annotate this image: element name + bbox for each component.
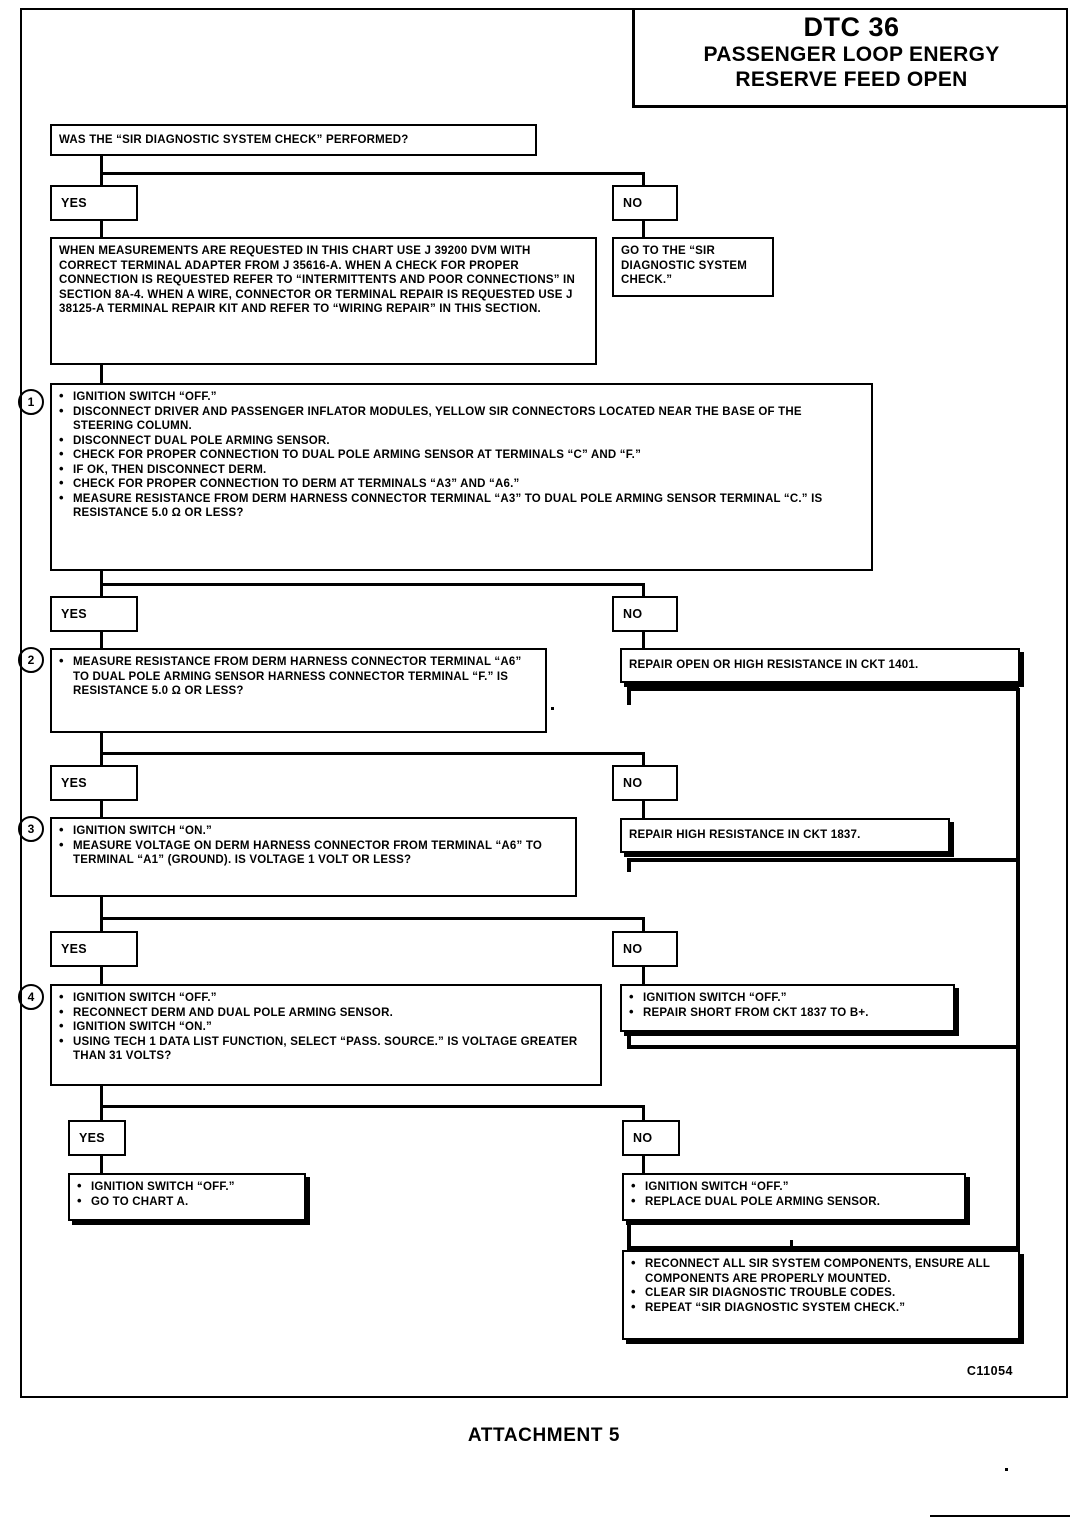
connector-line [100,172,103,186]
node-step-4 [50,984,602,1086]
node-goto-sir-check: GO TO THE “SIR DIAGNOSTIC SYSTEM CHECK.” [612,237,774,297]
list-item: • DISCONNECT DUAL POLE ARMING SENSOR. [59,434,864,449]
connector-line [100,917,103,931]
connector-line [100,752,103,766]
node-start-question: WAS THE “SIR DIAGNOSTIC SYSTEM CHECK” PERFORMED? [50,124,537,156]
branch-yes-4: YES [50,931,138,967]
step-marker-1: 1 [18,389,44,415]
connector-line [627,1222,631,1248]
connector-line [100,966,103,984]
connector-line [642,800,645,818]
connector-line [100,1105,103,1120]
branch-yes-1: YES [50,185,138,221]
branch-no-2: NO [612,596,678,632]
step-marker-3: 3 [18,816,44,842]
node-step-3 [50,817,577,897]
connector-line [100,897,103,917]
step-4-list [59,991,593,1064]
list-item: • CHECK FOR PROPER CONNECTION TO DUAL POLE ARMING SENSOR AT TERMINALS “C” AND “F.” [59,448,864,463]
node-step-2 [50,648,547,733]
list-item: • GO TO CHART A. [77,1195,297,1210]
step-4-yes-list [77,1180,297,1209]
node-step-1 [50,383,873,571]
list-item: • RECONNECT ALL SIR SYSTEM COMPONENTS, ENSURE ALL COMPONENTS ARE PROPERLY MOUNTED. [631,1257,1011,1286]
connector-line [100,220,103,238]
list-item: • REPLACE DUAL POLE ARMING SENSOR. [631,1195,957,1210]
step-marker-4: 4 [18,984,44,1010]
step-4-no-list [631,1180,957,1209]
connector-line [627,858,631,872]
list-item: • IGNITION SWITCH “OFF.” [631,1180,957,1195]
connector-line [100,583,645,586]
title-block [632,8,1068,108]
step-marker-2: 2 [18,647,44,673]
branch-yes-2: YES [50,596,138,632]
dtc-title-line2: RESERVE FEED OPEN [735,68,968,91]
branch-yes-3: YES [50,765,138,801]
list-item: • IGNITION SWITCH “ON.” [59,1020,593,1035]
connector-line [627,687,1019,691]
list-item: • USING TECH 1 DATA LIST FUNCTION, SELECT “PASS. SOURCE.” IS VOLTAGE GREATER THAN 31 VOLTS? [59,1035,593,1064]
connector-line [642,631,645,649]
list-item: • IGNITION SWITCH “OFF.” [59,390,864,405]
connector-line [100,1085,103,1107]
connector-line [100,583,103,597]
node-goto-chart-a [68,1173,306,1221]
step-1-list [59,390,864,521]
connector-line [100,1155,103,1173]
dtc-title-line1: PASSENGER LOOP ENERGY [703,43,1000,66]
branch-no-5: NO [622,1120,680,1156]
connector-line [100,172,645,175]
print-artifact [551,707,554,710]
connector-line [100,631,103,649]
node-repair-short-1837 [620,984,955,1032]
branch-yes-5: YES [68,1120,126,1156]
list-item: • CLEAR SIR DIAGNOSTIC TROUBLE CODES. [631,1286,1011,1301]
branch-no-4: NO [612,931,678,967]
list-item: • IGNITION SWITCH “ON.” [59,824,568,839]
list-item: • IF OK, THEN DISCONNECT DERM. [59,463,864,478]
list-item: • REPAIR SHORT FROM CKT 1837 TO B+. [629,1006,946,1021]
list-item: • MEASURE VOLTAGE ON DERM HARNESS CONNECTOR FROM TERMINAL “A6” TO TERMINAL “A1” (GROUND). IS VOLTAGE 1 VOLT OR LESS? [59,839,568,868]
print-artifact [1005,1468,1008,1471]
page-corner-rule [930,1515,1070,1517]
step-2-list [59,655,538,699]
list-item: • MEASURE RESISTANCE FROM DERM HARNESS CONNECTOR TERMINAL “A6” TO DUAL POLE ARMING SENSOR HARNESS CONNECTOR TERMINAL “F.” IS RESISTANCE 5.0 Ω OR LESS? [59,655,538,699]
connector-line [100,732,103,752]
list-item: • IGNITION SWITCH “OFF.” [59,991,593,1006]
connector-line [642,1105,645,1120]
connector-line [642,220,645,238]
node-repair-ckt-1837: REPAIR HIGH RESISTANCE IN CKT 1837. [620,818,950,853]
node-repair-ckt-1401: REPAIR OPEN OR HIGH RESISTANCE IN CKT 1401. [620,648,1020,683]
list-item: • IGNITION SWITCH “OFF.” [77,1180,297,1195]
connector-line [642,172,645,186]
branch-no-3: NO [612,765,678,801]
list-item: • RECONNECT DERM AND DUAL POLE ARMING SENSOR. [59,1006,593,1021]
step-3-list [59,824,568,868]
step-3-no-list [629,991,946,1020]
final-list [631,1257,1011,1315]
connector-line [100,364,103,384]
node-final-reconnect [622,1250,1020,1340]
connector-line [100,1105,645,1108]
figure-code: C11054 [966,1364,1013,1378]
dtc-code: DTC 36 [803,12,900,42]
list-item: • REPEAT “SIR DIAGNOSTIC SYSTEM CHECK.” [631,1301,1011,1316]
list-item: • IGNITION SWITCH “OFF.” [629,991,946,1006]
connector-line [642,966,645,984]
connector-line [790,1240,793,1250]
list-item: • MEASURE RESISTANCE FROM DERM HARNESS CONNECTOR TERMINAL “A3” TO DUAL POLE ARMING SENSOR TERMINAL “C.” IS RESISTANCE 5.0 Ω OR LESS? [59,492,864,521]
connector-line [100,155,103,173]
attachment-label: ATTACHMENT 5 [467,1425,621,1446]
node-measurement-note: WHEN MEASUREMENTS ARE REQUESTED IN THIS CHART USE J 39200 DVM WITH CORRECT TERMINAL ADAPTER FROM J 35616-A. WHEN A CHECK FOR PROPER CONNECTION IS REQUESTED REFER TO “INTERMITTENTS AND POOR CONNECTIONS” IN SECTION 8A-4. WHEN A WIRE, CONNECTOR OR TERMINAL REPAIR IS REQUESTED USE J 38125-A TERMINAL REPAIR KIT AND REFER TO “WIRING REPAIR” IN THIS SECTION. [50,237,597,365]
connector-line [627,1045,1019,1049]
connector-line [642,752,645,766]
connector-line [100,917,645,920]
node-replace-arming-sensor [622,1173,966,1221]
connector-line [627,858,1019,862]
connector-line [627,687,631,705]
list-item: • DISCONNECT DRIVER AND PASSENGER INFLATOR MODULES, YELLOW SIR CONNECTORS LOCATED NEAR THE BASE OF THE STEERING COLUMN. [59,405,864,434]
connector-line [100,800,103,818]
connector-line [642,1155,645,1173]
list-item: • CHECK FOR PROPER CONNECTION TO DERM AT TERMINALS “A3” AND “A6.” [59,477,864,492]
connector-line [642,583,645,597]
branch-no-1: NO [612,185,678,221]
connector-line [642,917,645,931]
connector-line [1016,690,1020,1250]
connector-line [100,752,645,755]
